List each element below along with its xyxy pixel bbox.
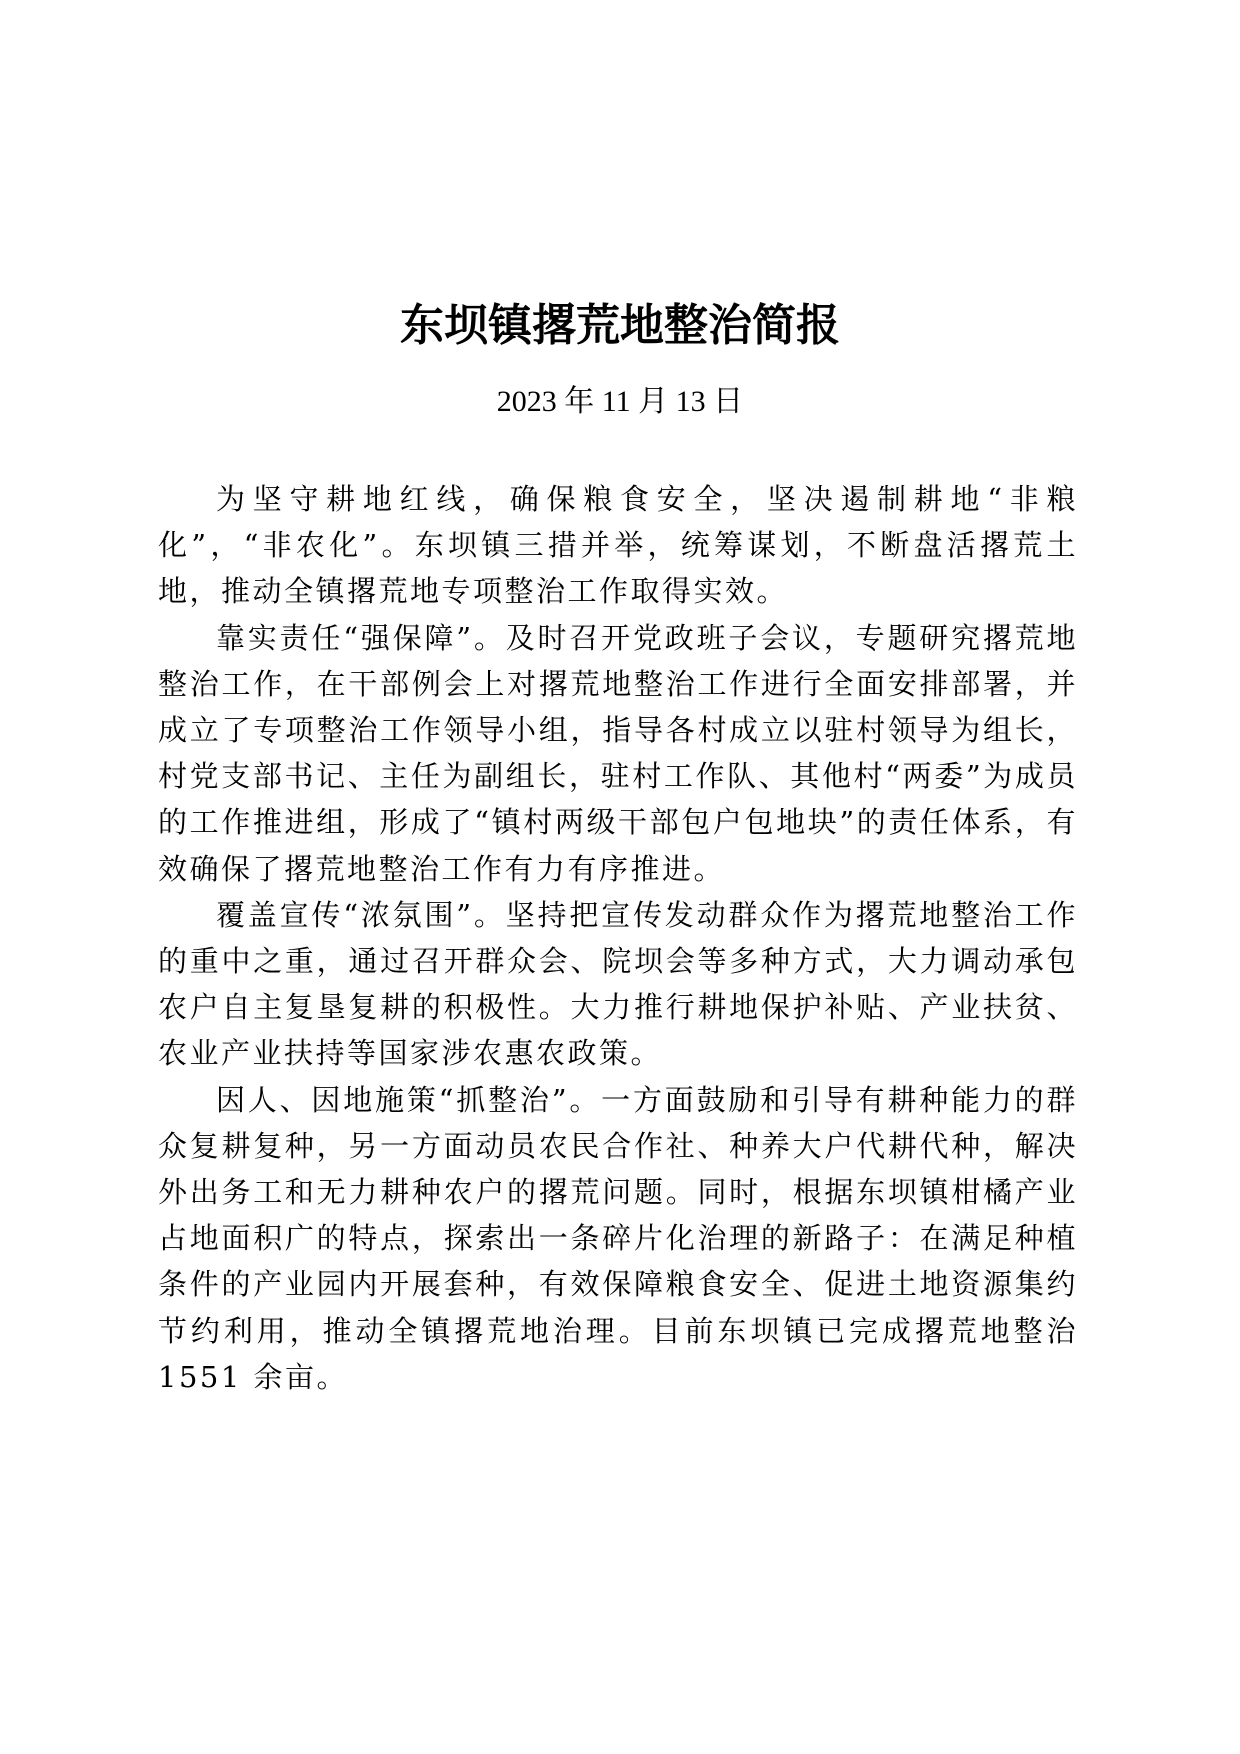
document-title: 东坝镇撂荒地整治简报 (400, 300, 840, 351)
document-body (158, 476, 1078, 1400)
paragraph-publicity: 覆盖宣传“浓氛围”。坚持把宣传发动群众作为撂荒地整治工作的重中之重，通过召开群众会、院坝会等多种方式，大力调动承包农户自主复垦复耕的积极性。大力推行耕地保护补贴、产业扶贫、农业产业扶持等国家涉农惠农政策。 (158, 897, 1078, 1071)
document-date: 2023 年 11 月 13 日 (496, 385, 744, 418)
paragraph-remediation: 因人、因地施策“抓整治”。一方面鼓励和引导有耕种能力的群众复耕复种，另一方面动员农民合作社、种养大户代耕代种，解决外出务工和无力耕种农户的撂荒问题。同时，根据东坝镇柑橘产业占地面积广的特点，探索出一条碎片化治理的新路子：在满足种植条件的产业园内开展套种，有效保障粮食安全、促进土地资源集约节约利用，推动全镇撂荒地治理。目前东坝镇已完成撂荒地整治 1551 余亩。 (158, 1082, 1078, 1394)
paragraph-responsibility: 靠实责任“强保障”。及时召开党政班子会议，专题研究撂荒地整治工作，在干部例会上对撂荒地整治工作进行全面安排部署，并成立了专项整治工作领导小组，指导各村成立以驻村领导为组长，村党支部书记、主任为副组长，驻村工作队、其他村“两委”为成员的工作推进组，形成了“镇村两级干部包户包地块”的责任体系，有效确保了撂荒地整治工作有力有序推进。 (158, 620, 1078, 886)
paragraph-intro: 为坚守耕地红线，确保粮食安全，坚决遏制耕地“非粮化”，“非农化”。东坝镇三措并举，统筹谋划，不断盘活撂荒土地，推动全镇撂荒地专项整治工作取得实效。 (158, 482, 1078, 609)
